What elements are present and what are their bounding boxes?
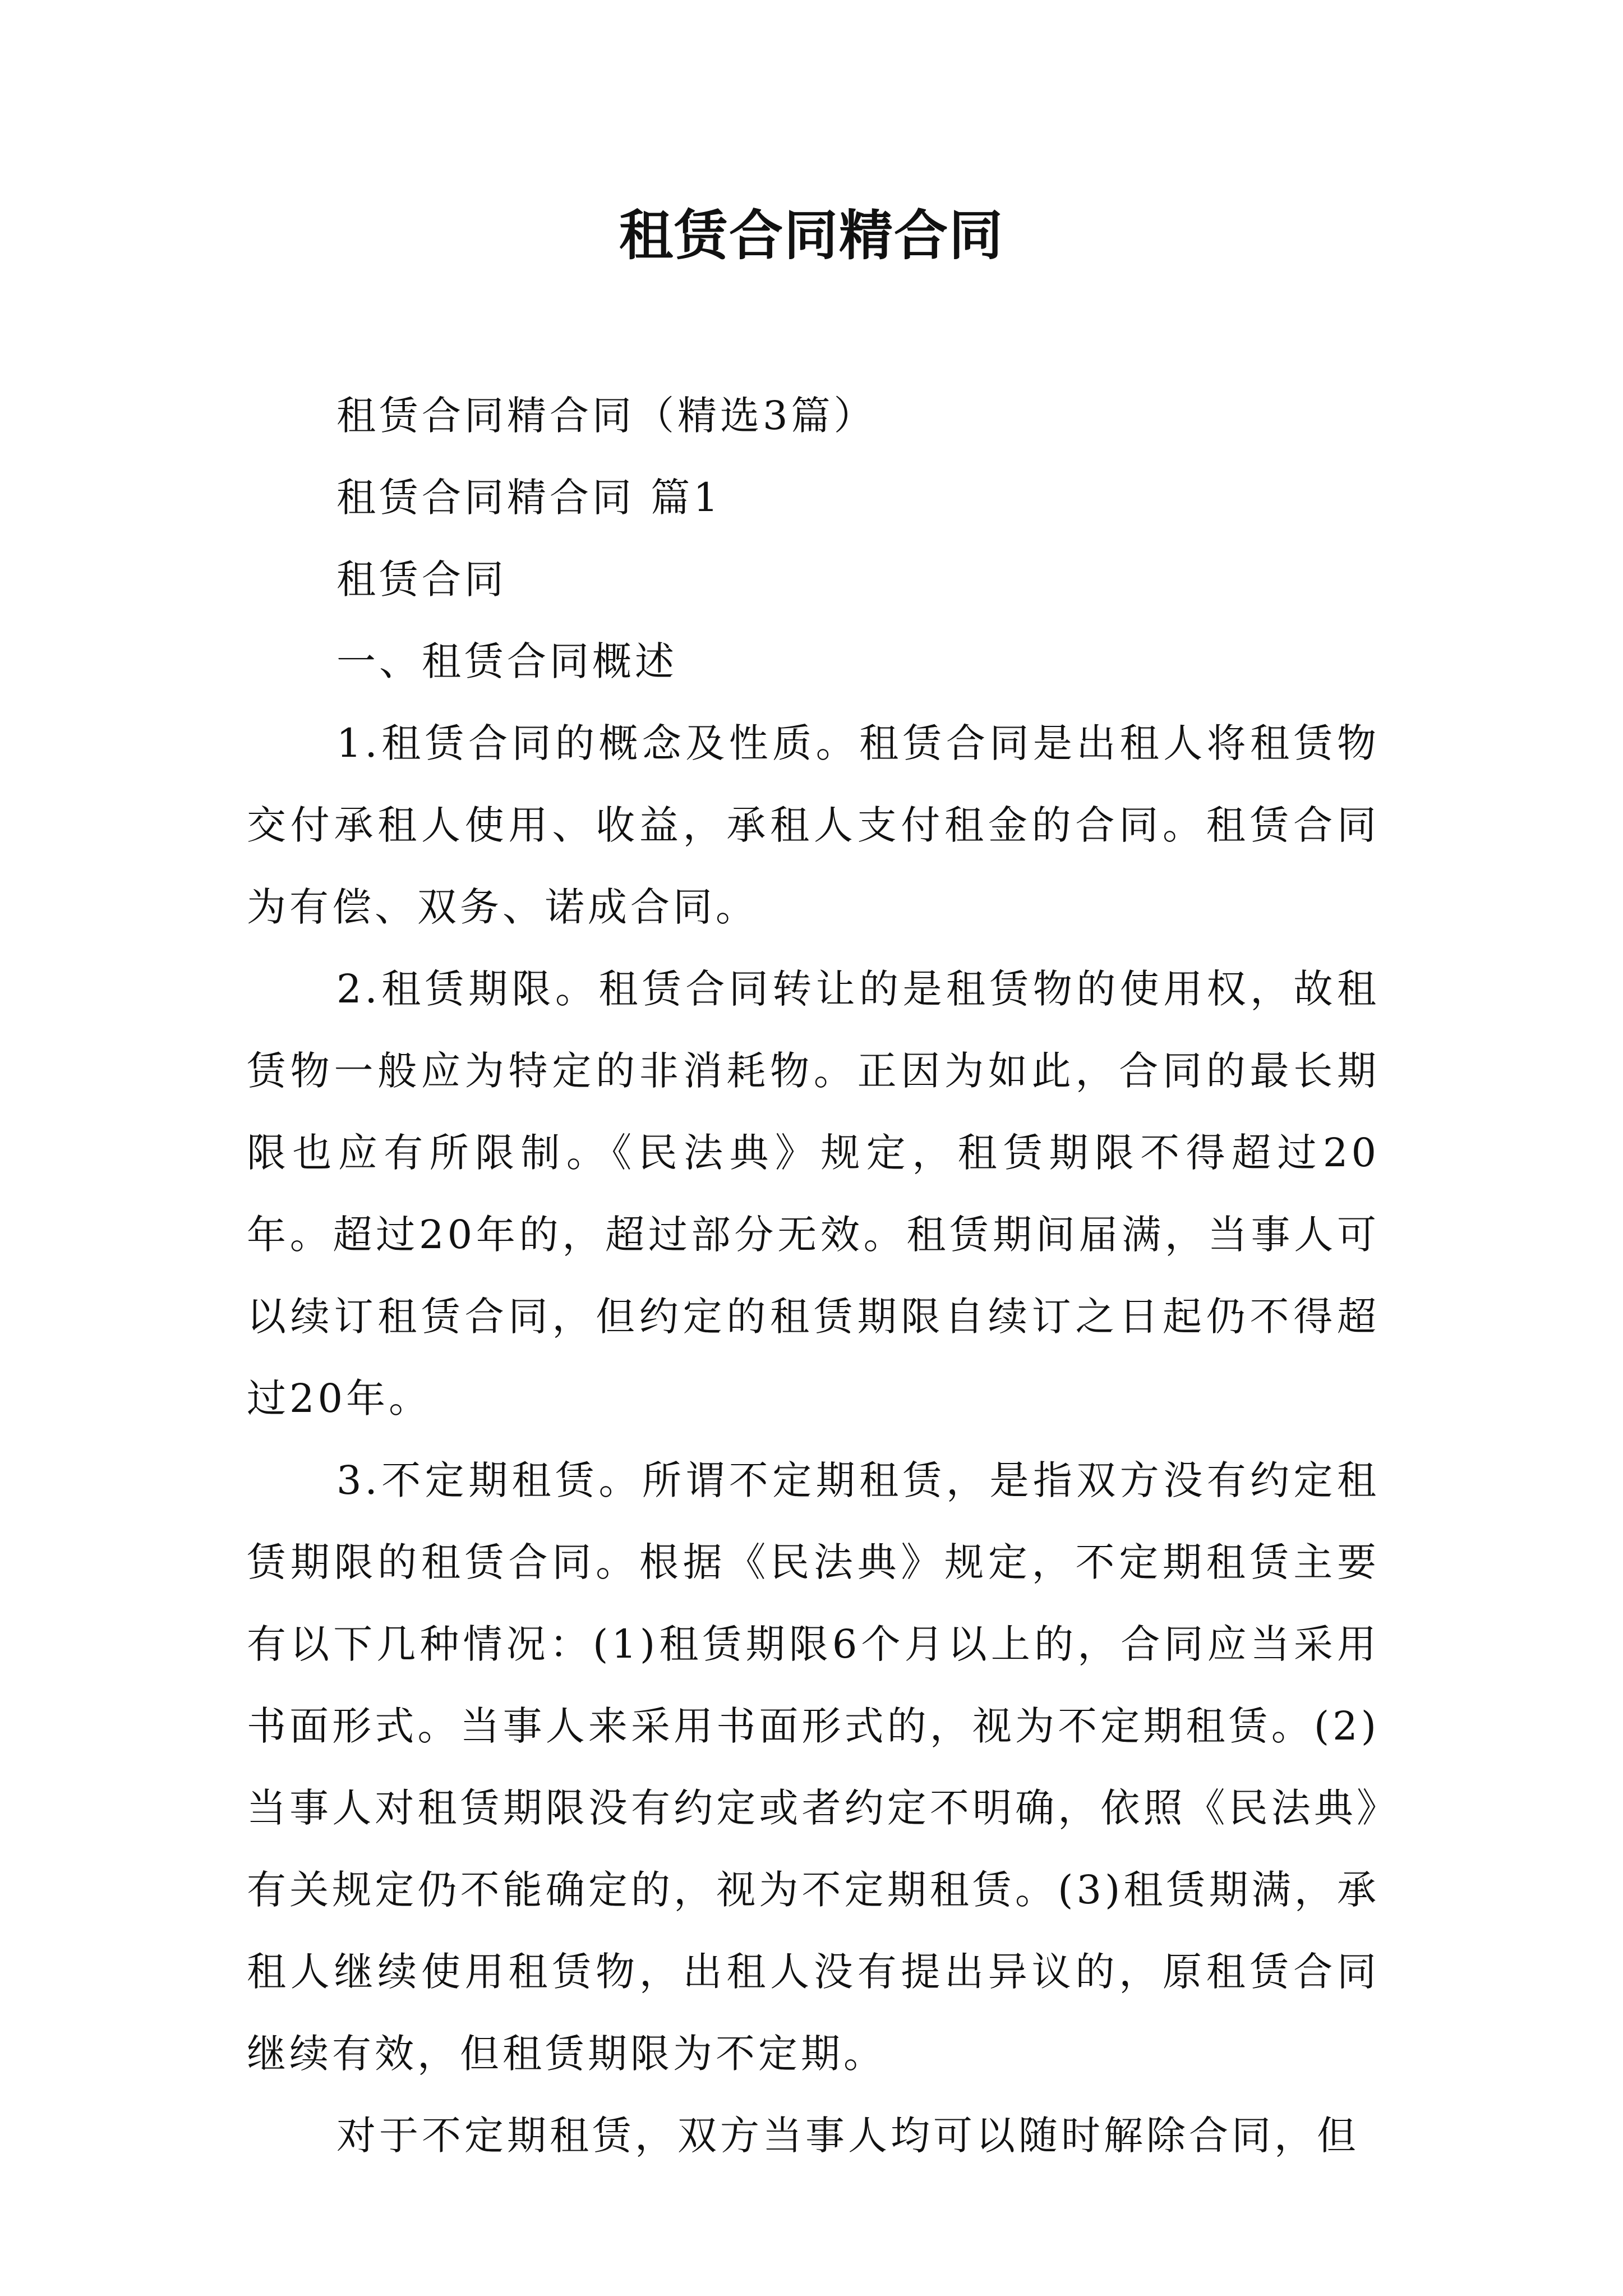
paragraph-part-heading: 租赁合同精合同 篇1 (336, 475, 722, 521)
paragraph-section-heading: 一、租赁合同概述 (336, 638, 677, 684)
document-title: 租赁合同精合同 (619, 204, 1004, 267)
paragraph-item-1: 1.租赁合同的概念及性质。租赁合同是出租人将租赁物交付承租人使用、收益，承租人支付租金的合同。租赁合同为有偿、双务、诺成合同。 (247, 720, 1380, 930)
paragraph-subtitle: 租赁合同精合同（精选3篇） (336, 393, 877, 439)
paragraph-continuation: 对于不定期租赁，双方当事人均可以随时解除合同，但 (336, 2113, 1359, 2159)
paragraph-item-3: 3.不定期租赁。所谓不定期租赁，是指双方没有约定租赁期限的租赁合同。根据《民法典》规定，不定期租赁主要有以下几种情况：(1)租赁期限6个月以上的，合同应当采用书面形式。当事人来采用书面形式的，视为不定期租赁。(2)当事人对租赁期限没有约定或者约定不明确，依照《民法典》有关规定仍不能确定的，视为不定期租赁。(3)租赁期满，承租人继续使用租赁物，出租人没有提出异议的，原租赁合同继续有效，但租赁期限为不定期。 (247, 1457, 1380, 2077)
paragraph-item-2: 2.租赁期限。租赁合同转让的是租赁物的使用权，故租赁物一般应为特定的非消耗物。正因为如此，合同的最长期限也应有所限制。《民法典》规定，租赁期限不得超过20年。超过20年的，超过部分无效。租赁期间届满，当事人可以续订租赁合同，但约定的租赁期限自续订之日起仍不得超过20年。 (247, 966, 1380, 1421)
paragraph-contract-heading: 租赁合同 (336, 556, 507, 602)
document-body (247, 375, 1380, 2177)
